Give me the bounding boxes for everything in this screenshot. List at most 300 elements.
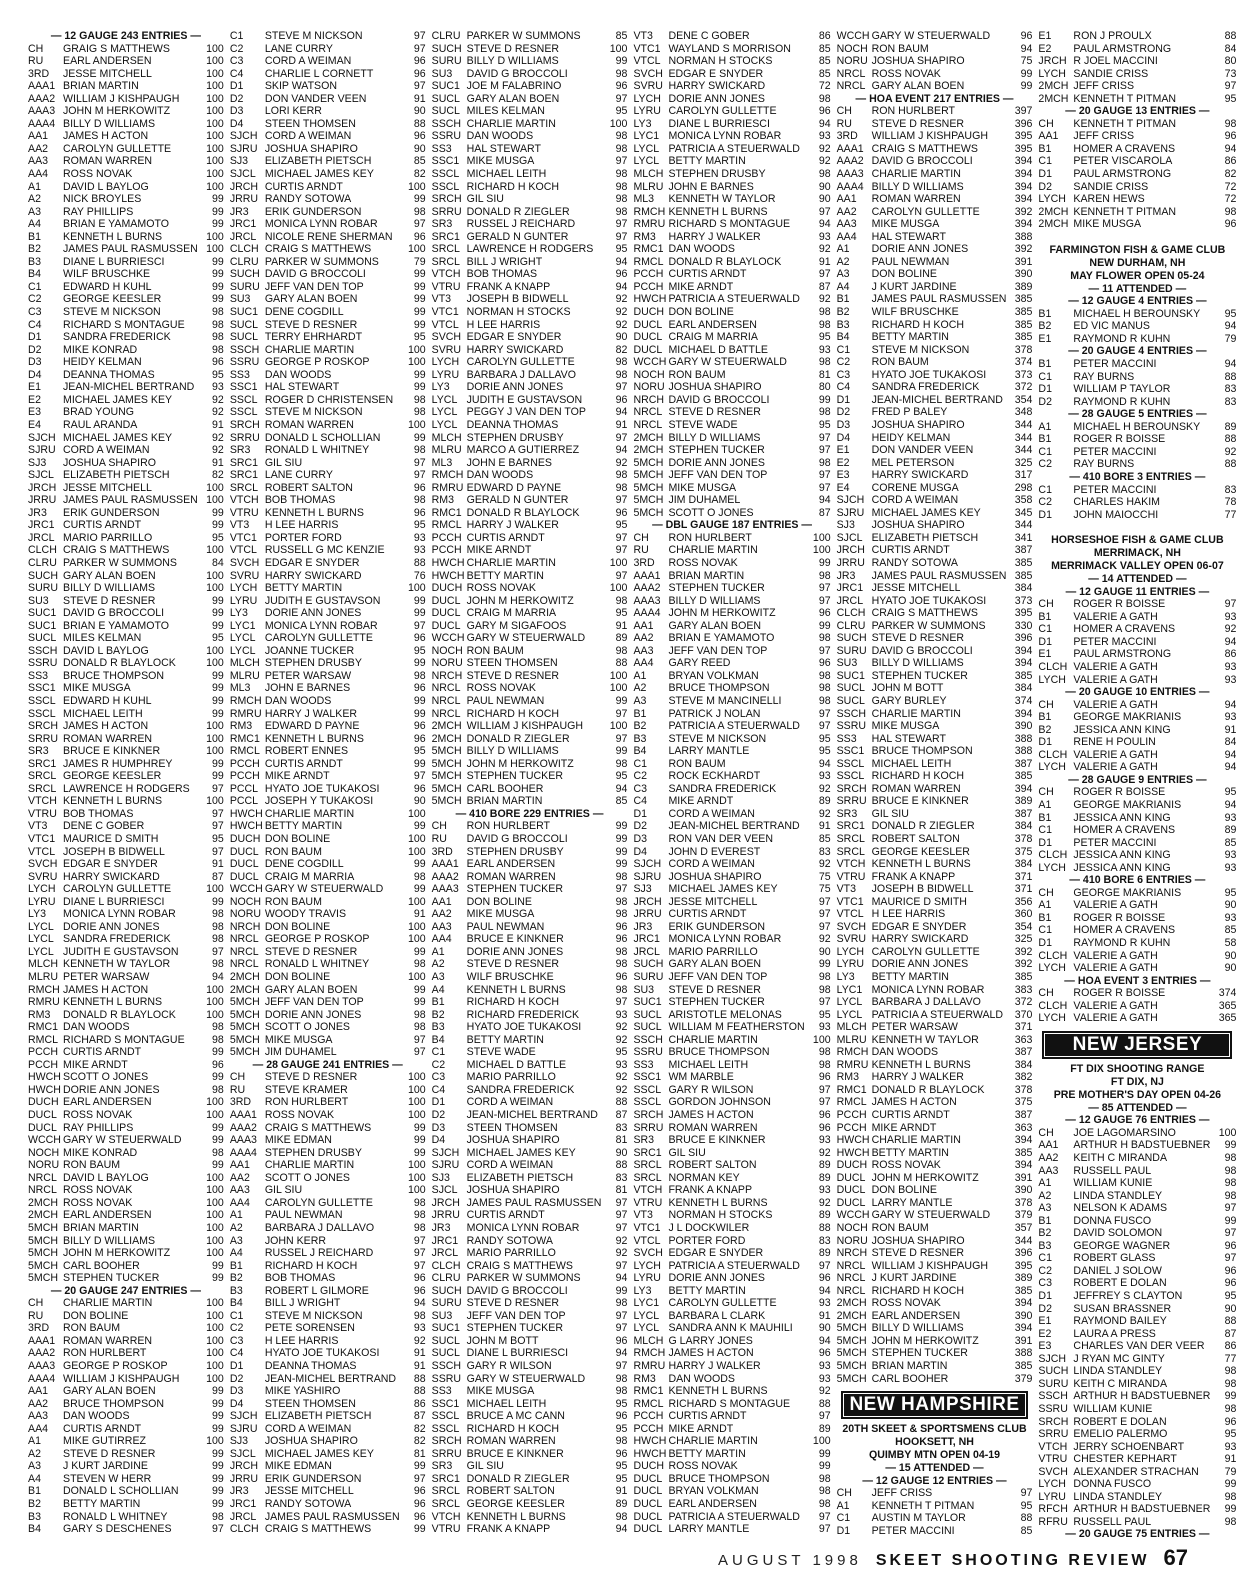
score: 82 xyxy=(413,1422,426,1435)
class-code: CH xyxy=(1038,1126,1054,1139)
shooter-name: KENNETH L BURNS xyxy=(871,1058,971,1071)
class-code: CLRU xyxy=(431,1272,461,1285)
result-row xyxy=(230,1485,426,1498)
score: 92 xyxy=(615,1071,628,1084)
class-code: SR3 xyxy=(431,218,453,231)
shooter-name: KEITH C MIRANDA xyxy=(1073,1377,1168,1390)
shooter-name: DON BOLINE xyxy=(466,895,532,908)
class-code: SVCH xyxy=(229,556,260,569)
score: 93 xyxy=(413,544,426,557)
result-row xyxy=(633,846,830,859)
shooter-name: BRYAN VOLKMAN xyxy=(668,669,759,682)
score: 98 xyxy=(818,569,831,582)
result-row xyxy=(1038,446,1236,459)
result-row xyxy=(230,783,426,796)
shooter-name: NORMAN KEY xyxy=(668,1171,740,1184)
page-number: 67 xyxy=(1163,1545,1188,1570)
class-code: RMCL xyxy=(633,1397,664,1410)
shooter-name: ED VIC MANUS xyxy=(1073,320,1150,333)
score: 92 xyxy=(818,155,831,168)
shooter-name: WILLIAM J KISHPAUGH xyxy=(871,1259,988,1272)
score: 88 xyxy=(413,117,426,130)
class-code: SSCH xyxy=(633,1033,663,1046)
class-code: 2MCH xyxy=(633,444,664,457)
score: 394 xyxy=(1014,707,1033,720)
class-code: DUCL xyxy=(431,619,461,632)
class-code: RM3 xyxy=(633,1372,656,1385)
shooter-name: ELIZABETH PIETSCH xyxy=(264,155,372,168)
class-code: 5MCH xyxy=(431,745,462,758)
score: 99 xyxy=(212,1272,224,1285)
score: 99 xyxy=(212,694,224,707)
score: 100 xyxy=(407,1109,426,1122)
score: 100 xyxy=(407,418,426,431)
class-code: RM3 xyxy=(836,1071,859,1084)
result-row xyxy=(28,657,224,670)
score: 98 xyxy=(818,971,831,984)
shooter-name: DONALD R BLAYLOCK xyxy=(466,506,580,519)
class-code: VTCL xyxy=(28,845,56,858)
result-row xyxy=(230,1034,426,1047)
class-code: E3 xyxy=(1038,1340,1052,1353)
class-code: AA1 xyxy=(1038,1139,1059,1152)
score: 391 xyxy=(1014,255,1033,268)
class-code: SSCH xyxy=(229,343,260,356)
class-code: C4 xyxy=(229,67,244,80)
class-code: SURU xyxy=(431,1297,462,1310)
shooter-name: FRANK A KNAPP xyxy=(466,1523,551,1536)
result-row xyxy=(230,181,426,194)
shooter-name: VALERIE A GATH xyxy=(1073,949,1158,962)
class-code: CH xyxy=(229,1071,246,1084)
score: 98 xyxy=(818,669,831,682)
score: 81 xyxy=(615,1184,628,1197)
result-row xyxy=(28,1498,224,1511)
shooter-name: MONICA LYNN ROBAR xyxy=(264,619,378,632)
results-column xyxy=(1038,30,1236,1541)
class-code: SUCL xyxy=(633,1021,662,1034)
class-code: CH xyxy=(633,531,649,544)
result-row xyxy=(28,1147,224,1160)
shooter-name: VALERIE A GATH xyxy=(1073,999,1158,1012)
class-code: DUCL xyxy=(633,1510,663,1523)
class-code: LYCH xyxy=(836,945,865,958)
shooter-name: CRAIG S MATTHEWS xyxy=(871,607,978,620)
shooter-name: JOHN M HERKOWITZ xyxy=(63,105,171,118)
shooter-name: BETTY MARTIN xyxy=(668,155,746,168)
shooter-name: SANDIE CRISS xyxy=(1073,67,1149,80)
result-row xyxy=(1038,421,1236,434)
shooter-name: STEVE D RESNER xyxy=(871,1247,965,1260)
shooter-name: KENNETH L BURNS xyxy=(466,983,566,996)
result-row xyxy=(28,1523,224,1536)
shooter-name: WILLIAM KUNIE xyxy=(1073,1402,1153,1415)
score: 372 xyxy=(1014,381,1033,394)
result-row xyxy=(633,344,830,357)
result-row xyxy=(837,306,1033,319)
score: 325 xyxy=(1014,933,1033,946)
class-code: NRCL xyxy=(836,1284,866,1297)
class-code: B1 xyxy=(1038,711,1052,724)
class-code: AA2 xyxy=(633,632,654,645)
result-row xyxy=(633,1172,830,1185)
shooter-name: ROMAN WARREN xyxy=(63,1334,153,1347)
class-code: RMCL xyxy=(28,1033,59,1046)
score: 99 xyxy=(212,1497,224,1510)
score: 99 xyxy=(212,506,224,519)
result-row xyxy=(633,1197,830,1210)
result-row xyxy=(432,846,628,859)
score: 97 xyxy=(818,720,831,733)
score: 88 xyxy=(1224,1315,1236,1328)
class-code: AAA1 xyxy=(836,142,864,155)
score: 363 xyxy=(1014,1121,1033,1134)
shooter-name: JAMES PAUL RASMUSSEN xyxy=(871,569,1007,582)
result-row xyxy=(432,1096,628,1109)
result-row xyxy=(28,1297,224,1310)
shooter-name: KENNETH T PITMAN xyxy=(1073,205,1177,218)
class-code: AA4 xyxy=(836,230,857,243)
class-code: SUCL xyxy=(431,92,460,105)
result-row xyxy=(633,984,830,997)
class-code: C3 xyxy=(229,55,244,68)
score: 96 xyxy=(615,1447,628,1460)
score: 98 xyxy=(818,306,831,319)
shooter-name: GARY W STEUERWALD xyxy=(871,1209,991,1222)
shooter-name: MIKE EDMAN xyxy=(264,1460,332,1473)
shooter-name: JESSE MITCHELL xyxy=(264,1485,354,1498)
shooter-name: HARRY J WALKER xyxy=(668,1359,761,1372)
shooter-name: JEFF VAN DEN TOP xyxy=(668,644,768,657)
class-code: PCCL xyxy=(229,782,259,795)
class-code: SVCH xyxy=(431,331,462,344)
score: 92 xyxy=(1224,445,1236,458)
class-code: RMCL xyxy=(633,255,664,268)
score: 91 xyxy=(615,418,628,431)
class-code: SRCL xyxy=(633,1159,662,1172)
class-code: LYCH xyxy=(1038,67,1066,80)
result-row xyxy=(837,68,1033,81)
result-row xyxy=(230,670,426,683)
shooter-name: NICK BROYLES xyxy=(63,193,142,206)
shooter-name: JOHN MAIOCCHI xyxy=(1073,508,1159,521)
result-row xyxy=(230,1473,426,1486)
shooter-name: BETTY MARTIN xyxy=(466,1033,544,1046)
class-code: CLCH xyxy=(1038,999,1068,1012)
result-row xyxy=(230,281,426,294)
score: 87 xyxy=(615,1109,628,1122)
result-row xyxy=(1038,433,1236,446)
score: 387 xyxy=(1014,1109,1033,1122)
score: 98 xyxy=(818,1472,831,1485)
score: 98 xyxy=(615,130,628,143)
class-code: SRCL xyxy=(836,845,865,858)
shooter-name: RONALD L WHITNEY xyxy=(264,444,370,457)
result-row xyxy=(230,1423,426,1436)
result-row xyxy=(432,695,628,708)
score: 100 xyxy=(206,1008,224,1021)
class-code: LY3 xyxy=(28,908,47,921)
score: 97 xyxy=(413,770,426,783)
class-code: NORU xyxy=(431,657,463,670)
class-code: A2 xyxy=(28,1447,41,1460)
shooter-name: MIKE MUSGA xyxy=(466,1385,535,1398)
score: 98 xyxy=(212,933,224,946)
result-row xyxy=(230,1310,426,1323)
score: 298 xyxy=(1014,481,1033,494)
score: 100 xyxy=(206,180,224,193)
class-code: VTRU xyxy=(633,1196,663,1209)
class-code: D1 xyxy=(1038,736,1052,749)
class-code: SUCL xyxy=(836,682,865,695)
score: 97 xyxy=(413,456,426,469)
result-row xyxy=(28,1197,224,1210)
result-row xyxy=(633,1347,830,1360)
score: 92 xyxy=(615,306,628,319)
shooter-name: NELSON K ADAMS xyxy=(1073,1202,1168,1215)
result-row xyxy=(28,1222,224,1235)
score: 85 xyxy=(818,67,831,80)
class-code: JRCL xyxy=(229,230,257,243)
shooter-name: GARY ALAN BOEN xyxy=(466,92,560,105)
class-code: NOCH xyxy=(28,1146,60,1159)
shooter-name: DEANNA THOMAS xyxy=(264,1359,357,1372)
shooter-name: PAUL NEWMAN xyxy=(264,1209,343,1222)
class-code: C1 xyxy=(1038,924,1052,937)
score: 94 xyxy=(1224,748,1236,761)
result-row xyxy=(28,1385,224,1398)
score: 98 xyxy=(818,318,831,331)
class-code: SSC1 xyxy=(633,1071,662,1084)
result-row xyxy=(633,1260,830,1273)
result-row xyxy=(28,118,224,131)
result-row xyxy=(432,1297,628,1310)
class-code: AA2 xyxy=(836,205,857,218)
shooter-name: VALERIE A GATH xyxy=(1073,610,1158,623)
shooter-name: DONALD R ZIEGLER xyxy=(871,820,975,833)
shooter-name: DENE COGDILL xyxy=(264,858,344,871)
result-row xyxy=(28,820,224,833)
class-code: VTC1 xyxy=(28,833,56,845)
result-row xyxy=(230,1297,426,1310)
class-code: DUCL xyxy=(28,1121,57,1134)
class-code: DUCL xyxy=(633,1523,663,1536)
class-code: RMC1 xyxy=(633,1385,664,1398)
score: 97 xyxy=(1224,1202,1236,1215)
class-code: B2 xyxy=(28,243,41,256)
shooter-name: CHARLIE MARTIN xyxy=(668,544,758,557)
shooter-name: ERIK GUNDERSON xyxy=(264,205,362,218)
shooter-name: RON BAUM xyxy=(63,1159,121,1172)
result-row xyxy=(633,858,830,871)
class-code: 5MCH xyxy=(229,1008,260,1021)
score: 99 xyxy=(212,280,224,293)
shooter-name: JEFF VAN DEN TOP xyxy=(668,971,768,984)
result-row xyxy=(432,1310,628,1323)
result-row xyxy=(633,1360,830,1373)
result-row xyxy=(1038,484,1236,497)
shooter-name: CURTIS ARNDT xyxy=(63,1046,142,1059)
class-code: PCCH xyxy=(836,1109,867,1122)
score: 93 xyxy=(818,1359,831,1372)
score: 95 xyxy=(818,331,831,344)
class-code: SUCH xyxy=(836,632,867,645)
shooter-name: LAWRENCE H RODGERS xyxy=(63,782,190,795)
class-code: JRRU xyxy=(431,1209,460,1222)
result-row xyxy=(230,1184,426,1197)
result-row xyxy=(1038,1416,1236,1429)
score: 95 xyxy=(615,243,628,256)
score: 90 xyxy=(1224,962,1236,975)
result-row xyxy=(432,319,628,332)
class-code: LY3 xyxy=(229,607,248,620)
shooter-name: BETTY MARTIN xyxy=(668,1284,746,1297)
score: 72 xyxy=(1224,193,1236,206)
score: 99 xyxy=(212,1121,224,1134)
shooter-name: BRUCE THOMPSON xyxy=(63,669,165,682)
shooter-name: VALERIE A GATH xyxy=(1073,660,1158,673)
shooter-name: CORD A WEIMAN xyxy=(264,55,352,68)
result-row xyxy=(28,218,224,231)
score: 97 xyxy=(413,1472,426,1485)
class-code: RMCH xyxy=(633,205,666,218)
shooter-name: MONICA LYNN ROBAR xyxy=(264,218,378,231)
score: 86 xyxy=(1224,1340,1236,1353)
score: 98 xyxy=(212,306,224,319)
class-code: SSCL xyxy=(836,757,865,770)
score: 384 xyxy=(1014,858,1033,871)
event-header: — 28 GAUGE 241 ENTRIES — xyxy=(252,1058,403,1071)
result-row xyxy=(230,168,426,181)
result-row xyxy=(633,908,830,921)
result-row xyxy=(432,1260,628,1273)
score: 97 xyxy=(818,582,831,595)
result-row xyxy=(1038,1353,1236,1366)
shooter-name: BRUCE THOMPSON xyxy=(668,1472,770,1485)
score: 94 xyxy=(615,1272,628,1285)
result-row xyxy=(633,620,830,633)
score: 99 xyxy=(413,607,426,620)
class-code: HWCH xyxy=(431,556,465,569)
result-row xyxy=(28,858,224,871)
class-code: C3 xyxy=(633,782,647,795)
score: 99 xyxy=(212,1472,224,1485)
result-row xyxy=(633,1021,830,1034)
result-row xyxy=(28,808,224,821)
class-code: LYCH xyxy=(1038,861,1066,874)
shooter-name: MEL PETERSON xyxy=(871,456,955,469)
score: 58 xyxy=(1224,937,1236,949)
class-code: DUCH xyxy=(633,306,665,319)
score: 392 xyxy=(1014,958,1033,971)
shooter-name: G LARRY JONES xyxy=(668,1334,753,1347)
score: 93 xyxy=(1224,711,1236,724)
score: 330 xyxy=(1014,619,1033,632)
class-code: VTRU xyxy=(229,506,259,519)
score: 98 xyxy=(615,594,628,607)
score: 97 xyxy=(615,1309,628,1322)
result-row xyxy=(432,1009,628,1022)
score: 95 xyxy=(615,1472,628,1485)
result-row xyxy=(633,30,830,43)
result-row xyxy=(1038,862,1236,875)
shooter-name: HAL STEWART xyxy=(466,142,541,155)
score: 100 xyxy=(206,1347,224,1360)
shooter-name: SANDRA FREDERICK xyxy=(466,1083,575,1096)
shooter-name: STEVE D RESNER xyxy=(264,1071,358,1084)
class-code: SRC1 xyxy=(229,469,259,482)
score: 385 xyxy=(1014,669,1033,682)
result-row xyxy=(230,381,426,394)
shooter-name: DAVID G BROCCOLI xyxy=(871,644,973,657)
shooter-name: FRANK A KNAPP xyxy=(466,280,551,293)
class-code: SUCL xyxy=(431,1334,460,1347)
class-code: PCCL xyxy=(229,795,259,808)
result-row xyxy=(432,344,628,357)
class-code: B2 xyxy=(1038,723,1052,736)
shooter-name: MICHAEL JAMES KEY xyxy=(63,431,173,444)
result-row xyxy=(28,1435,224,1448)
result-row xyxy=(28,607,224,620)
class-code: CLCH xyxy=(431,1259,461,1272)
class-code: NRCL xyxy=(28,1184,57,1197)
result-row xyxy=(837,883,1033,896)
score: 96 xyxy=(1224,1415,1236,1428)
class-code: SSCL xyxy=(229,393,258,406)
shooter-name: GEORGE WAGNER xyxy=(1073,1239,1171,1252)
class-code: JRC1 xyxy=(28,519,55,532)
result-row xyxy=(230,369,426,382)
class-code: SR3 xyxy=(28,745,49,758)
score: 89 xyxy=(818,1422,831,1435)
result-row xyxy=(1038,1240,1236,1253)
class-code: SJRU xyxy=(431,1159,460,1172)
class-code: B1 xyxy=(1038,307,1052,320)
result-row xyxy=(1038,598,1236,611)
score: 98 xyxy=(615,958,628,971)
score: 99 xyxy=(413,707,426,720)
result-row xyxy=(28,206,224,219)
shooter-name: MIKE YASHIRO xyxy=(264,1385,341,1398)
result-row xyxy=(28,871,224,884)
score: 99 xyxy=(413,694,426,707)
result-row xyxy=(633,1096,830,1109)
result-row xyxy=(432,181,628,194)
shooter-name: ERIK GUNDERSON xyxy=(668,920,765,933)
class-code: JR3 xyxy=(431,1221,451,1234)
result-row xyxy=(432,657,628,670)
class-code: SJ3 xyxy=(229,1435,249,1448)
result-row xyxy=(28,1209,224,1222)
result-row xyxy=(633,306,830,319)
shooter-name: MONICA LYNN ROBAR xyxy=(466,1221,580,1234)
shooter-name: HARRY SWICKARD xyxy=(264,569,362,582)
result-row xyxy=(1038,1202,1236,1215)
shooter-name: DON BOLINE xyxy=(63,1309,129,1322)
score: 97 xyxy=(212,945,224,958)
result-row xyxy=(28,1096,224,1109)
class-code: RFCH xyxy=(1038,1503,1068,1516)
result-row xyxy=(633,457,830,470)
class-code: 5MCH xyxy=(28,1247,59,1260)
score: 98 xyxy=(818,694,831,707)
score: 91 xyxy=(413,1359,426,1372)
class-code: B1 xyxy=(1038,610,1052,623)
score: 98 xyxy=(615,469,628,482)
result-row xyxy=(633,557,830,570)
score: 98 xyxy=(615,142,628,155)
score: 90 xyxy=(615,331,628,344)
